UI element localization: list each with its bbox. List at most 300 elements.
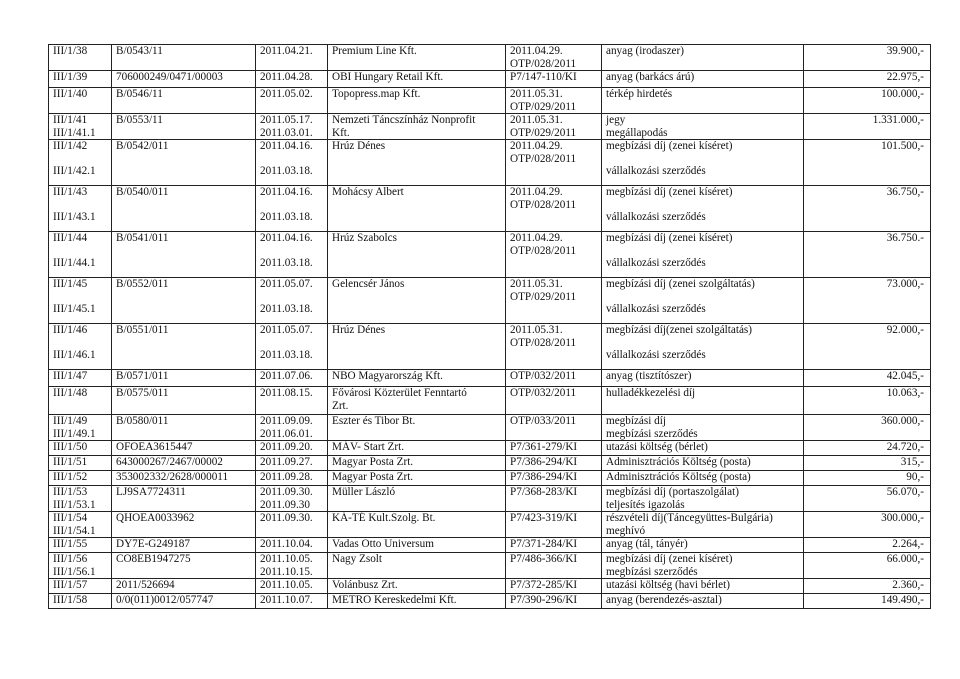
date-line: 2011.04.28. [260,71,313,83]
partner-line: Gelencsér János [332,278,405,290]
cell-partner [328,71,506,88]
amount-line: 2.264,- [892,538,924,550]
cell-partner [328,486,506,512]
cell-id [49,456,112,471]
date-line: 2011.03.18. [260,303,313,315]
table-row [49,387,931,415]
cell-id [49,232,112,278]
cell-partner [328,140,506,186]
cell-doc [112,232,256,278]
date2-line: 2011.05.31. [510,114,563,126]
id-line: III/1/43 [53,186,88,198]
id-line: III/1/54.1 [53,524,96,537]
cell-partner [328,387,506,415]
cell-date2 [506,370,602,387]
date-line: 2011.09.27. [260,456,313,468]
amount-line: 22.975,- [886,71,924,83]
date2-line: OTP/028/2011 [510,57,577,70]
cell-desc [602,186,804,232]
cell-doc [112,471,256,486]
amount-line: 1.331.000,- [872,114,924,126]
cell-date [256,278,328,324]
cell-date2 [506,324,602,370]
date-line: 2011.04.16. [260,186,313,198]
partner-line: Hrúz Dénes [332,140,386,152]
expense-ledger-table [48,44,931,609]
date-line [260,245,323,258]
date-line: 2011.05.17. [260,114,313,126]
date2-line: P7/486-366/KI [510,553,578,565]
id-line: III/1/56 [53,553,88,565]
table-row [49,88,931,114]
cell-amount [804,415,931,441]
partner-line: Hrúz Szabolcs [332,232,397,244]
desc-line [606,337,799,350]
desc-line: anyag (barkács árú) [606,71,695,83]
date2-line: 2011.05.31. [510,278,563,290]
date-line: 2011.04.21. [260,45,313,57]
date-line: 2011.03.18. [260,257,313,269]
cell-date [256,512,328,538]
id-line [53,199,107,212]
cell-desc [602,579,804,594]
cell-date2 [506,441,602,456]
cell-date [256,594,328,609]
ledger-body [49,45,931,609]
date-line: 2011.05.07. [260,324,313,336]
cell-desc [602,45,804,71]
cell-date2 [506,114,602,140]
cell-amount [804,553,931,579]
table-row [49,594,931,609]
cell-date2 [506,579,602,594]
cell-doc [112,114,256,140]
doc-line: B/0552/011 [116,278,169,290]
cell-date2 [506,512,602,538]
amount-line: 315,- [900,456,924,468]
cell-doc [112,553,256,579]
date2-line: OTP/029/2011 [510,126,577,139]
date2-line: OTP/029/2011 [510,290,577,303]
doc-line: 0/0(011)0012/057747 [116,594,214,606]
cell-date2 [506,387,602,415]
partner-line: Müller László [332,486,396,498]
id-line [53,291,107,304]
table-row [49,486,931,512]
date2-line: P7/147-110/KI [510,71,577,83]
partner-line: Topopress.map Kft. [332,88,421,100]
amount-line: 149.490,- [881,594,924,606]
desc-line: megbízási szerződés [606,565,698,578]
cell-amount [804,88,931,114]
amount-line: 39.900,- [886,45,924,57]
partner-line: Vadas Otto Universum [332,538,434,550]
cell-date2 [506,471,602,486]
partner-line: KÁ-TÉ Kult.Szolg. Bt. [332,512,436,524]
date-line: 2011.03.18. [260,211,313,223]
id-line: III/1/53 [53,486,88,498]
doc-line: B/0571/011 [116,370,169,382]
desc-line: vállalkozási szerződés [606,303,706,315]
table-row [49,324,931,370]
table-row [49,538,931,553]
cell-desc [602,370,804,387]
date-line: 2011.09.20. [260,441,313,453]
cell-id [49,441,112,456]
date2-line: 2011.04.29. [510,140,563,152]
cell-amount [804,594,931,609]
desc-line: részvételi díj(Táncegyüttes-Bulgária) [606,512,773,524]
cell-doc [112,370,256,387]
date-line: 2011.03.18. [260,165,313,177]
id-line: III/1/51 [53,456,88,468]
partner-line: Zrt. [332,399,349,412]
table-row [49,140,931,186]
amount-line: 300.000,- [881,512,924,524]
cell-date2 [506,553,602,579]
cell-date2 [506,45,602,71]
cell-date [256,471,328,486]
cell-date [256,232,328,278]
cell-doc [112,456,256,471]
date2-line: P7/372-285/KI [510,579,578,591]
table-row [49,415,931,441]
doc-line: DY7E-G249187 [116,538,190,550]
date-line: 2011.03.01. [260,126,313,139]
desc-line: anyag (tál, tányér) [606,538,688,550]
cell-id [49,486,112,512]
date2-line: P7/371-284/KI [510,538,578,550]
cell-date [256,324,328,370]
cell-date [256,553,328,579]
date2-line: P7/368-283/KI [510,486,578,498]
cell-date2 [506,594,602,609]
cell-amount [804,370,931,387]
date2-line: 2011.04.29. [510,45,563,57]
doc-line: 353002332/2628/000011 [116,471,229,483]
date-line: 2011.07.06. [260,370,313,382]
cell-partner [328,456,506,471]
desc-line: hulladékkezelési díj [606,387,696,399]
cell-doc [112,186,256,232]
doc-line: B/0541/011 [116,232,169,244]
cell-id [49,186,112,232]
id-line: III/1/55 [53,538,88,550]
doc-line: B/0546/11 [116,88,163,100]
date2-line: OTP/028/2011 [510,244,577,257]
partner-line: Eszter és Tibor Bt. [332,415,416,427]
id-line: III/1/58 [53,594,88,606]
cell-id [49,45,112,71]
desc-line: meghívó [606,524,646,537]
amount-line: 36.750,- [886,186,924,198]
desc-line [606,199,799,212]
id-line: III/1/56.1 [53,565,96,578]
desc-line: megbízási díj (zenei kíséret) [606,140,733,152]
amount-line: 36.750.- [886,232,924,244]
cell-id [49,370,112,387]
table-row [49,512,931,538]
id-line: III/1/54 [53,512,88,524]
amount-line: 101.500,- [881,140,924,152]
desc-line: megbízási szerződés [606,427,698,440]
cell-amount [804,486,931,512]
date-line: 2011.10.04. [260,538,313,550]
cell-date2 [506,278,602,324]
date2-line: P7/390-296/KI [510,594,578,606]
cell-doc [112,538,256,553]
cell-amount [804,579,931,594]
cell-date [256,71,328,88]
cell-date2 [506,486,602,512]
date-line: 2011.09.28. [260,471,313,483]
cell-desc [602,486,804,512]
date-line: 2011.08.15. [260,387,313,399]
cell-amount [804,278,931,324]
date2-line: 2011.05.31. [510,88,563,100]
doc-line: B/0580/011 [116,415,169,427]
cell-doc [112,512,256,538]
id-line: III/1/44 [53,232,88,244]
doc-line: B/0543/11 [116,45,163,57]
table-row [49,456,931,471]
partner-line: Nagy Zsolt [332,553,383,565]
cell-partner [328,370,506,387]
date2-line: OTP/033/2011 [510,415,577,427]
date2-line: OTP/028/2011 [510,152,577,165]
id-line: III/1/50 [53,441,88,453]
id-line [53,337,107,350]
cell-amount [804,45,931,71]
table-row [49,553,931,579]
cell-date2 [506,71,602,88]
date-line: 2011.03.18. [260,349,313,361]
desc-line: anyag (berendezés-asztal) [606,594,722,606]
cell-desc [602,71,804,88]
cell-desc [602,512,804,538]
table-row [49,278,931,324]
cell-id [49,114,112,140]
date2-line: OTP/032/2011 [510,387,577,399]
cell-date [256,88,328,114]
cell-doc [112,594,256,609]
cell-date2 [506,88,602,114]
cell-id [49,324,112,370]
table-row [49,471,931,486]
cell-desc [602,594,804,609]
cell-partner [328,538,506,553]
cell-desc [602,387,804,415]
table-row [49,232,931,278]
partner-line: OBI Hungary Retail Kft. [332,71,444,83]
date2-line: OTP/028/2011 [510,336,577,349]
cell-date [256,441,328,456]
doc-line: 2011/526694 [116,579,175,591]
date2-line: OTP/032/2011 [510,370,577,382]
cell-partner [328,471,506,486]
cell-partner [328,45,506,71]
amount-line: 2.360,- [892,579,924,591]
id-line [53,245,107,258]
cell-id [49,140,112,186]
doc-line: 706000249/0471/00003 [116,71,223,83]
desc-line: utazási költség (havi bérlet) [606,579,730,591]
cell-desc [602,538,804,553]
date-line: 2011.10.05. [260,579,313,591]
cell-date [256,486,328,512]
cell-date [256,140,328,186]
cell-amount [804,324,931,370]
cell-partner [328,512,506,538]
cell-id [49,71,112,88]
id-line: III/1/46 [53,324,88,336]
cell-doc [112,486,256,512]
date2-line: P7/386-294/KI [510,456,578,468]
cell-id [49,579,112,594]
cell-id [49,387,112,415]
desc-line: térkép hirdetés [606,88,673,100]
id-line: III/1/57 [53,579,88,591]
partner-line: METRO Kereskedelmi Kft. [332,594,457,606]
date2-line: P7/386-294/KI [510,471,578,483]
cell-desc [602,441,804,456]
cell-desc [602,88,804,114]
date2-line: P7/423-319/KI [510,512,578,524]
desc-line [606,245,799,258]
cell-partner [328,114,506,140]
cell-date [256,114,328,140]
cell-amount [804,512,931,538]
amount-line: 360.000,- [881,415,924,427]
date-line: 2011.09.30 [260,498,310,511]
cell-date [256,370,328,387]
id-line: III/1/45.1 [53,303,96,315]
partner-line: Hrúz Dénes [332,324,386,336]
cell-desc [602,471,804,486]
partner-line: Volánbusz Zrt. [332,579,398,591]
cell-partner [328,579,506,594]
cell-desc [602,140,804,186]
cell-id [49,538,112,553]
desc-line [606,153,799,166]
id-line: III/1/42 [53,140,88,152]
cell-amount [804,114,931,140]
doc-line: OFOEA3615447 [116,441,193,453]
cell-desc [602,324,804,370]
doc-line: 643000267/2467/00002 [116,456,223,468]
id-line: III/1/49.1 [53,427,96,440]
id-line: III/1/46.1 [53,349,96,361]
cell-id [49,88,112,114]
desc-line: megbízási díj (portaszolgálat) [606,486,739,498]
cell-doc [112,278,256,324]
date-line: 2011.04.16. [260,140,313,152]
cell-date [256,45,328,71]
date-line [260,291,323,304]
doc-line: B/0542/011 [116,140,169,152]
id-line: III/1/39 [53,71,88,83]
desc-line: megbízási díj(zenei szolgáltatás) [606,324,753,336]
cell-id [49,278,112,324]
table-row [49,579,931,594]
desc-line: anyag (irodaszer) [606,45,684,57]
doc-line: LJ9SA7724311 [116,486,186,498]
id-line: III/1/48 [53,387,88,399]
date-line: 2011.10.05. [260,553,313,565]
doc-line: B/0551/011 [116,324,169,336]
doc-line: B/0540/011 [116,186,169,198]
desc-line [606,291,799,304]
cell-doc [112,45,256,71]
id-line: III/1/43.1 [53,211,96,223]
date2-line: 2011.04.29. [510,186,563,198]
date-line: 2011.06.01. [260,427,313,440]
cell-date2 [506,538,602,553]
desc-line: megállapodás [606,126,668,139]
id-line: III/1/52 [53,471,88,483]
date-line: 2011.09.09. [260,415,313,427]
cell-date [256,538,328,553]
cell-doc [112,140,256,186]
desc-line: megbízási díj [606,415,666,427]
cell-id [49,594,112,609]
id-line: III/1/49 [53,415,88,427]
id-line: III/1/53.1 [53,498,96,511]
cell-date [256,415,328,441]
desc-line: megbízási díj (zenei kíséret) [606,186,733,198]
id-line: III/1/42.1 [53,165,96,177]
id-line [53,153,107,166]
id-line: III/1/45 [53,278,88,290]
partner-line: MÁV- Start Zrt. [332,441,404,453]
cell-partner [328,415,506,441]
cell-partner [328,324,506,370]
cell-doc [112,441,256,456]
date-line [260,153,323,166]
desc-line: jegy [606,114,626,126]
desc-line: vállalkozási szerződés [606,257,706,269]
cell-doc [112,88,256,114]
id-line: III/1/41 [53,114,88,126]
doc-line: QHOEA0033962 [116,512,195,524]
cell-doc [112,71,256,88]
cell-amount [804,232,931,278]
cell-id [49,512,112,538]
amount-line: 42.045,- [886,370,924,382]
cell-desc [602,415,804,441]
cell-amount [804,456,931,471]
table-row [49,71,931,88]
cell-date2 [506,140,602,186]
desc-line: Adminisztrációs Költség (posta) [606,471,751,483]
desc-line: teljesítés igazolás [606,498,685,511]
cell-doc [112,387,256,415]
cell-date [256,579,328,594]
partner-line: Magyar Posta Zrt. [332,471,414,483]
cell-date [256,186,328,232]
partner-line: Premium Line Kft. [332,45,417,57]
id-line: III/1/38 [53,45,88,57]
desc-line: utazási költség (bérlet) [606,441,708,453]
id-line: III/1/44.1 [53,257,96,269]
cell-partner [328,186,506,232]
cell-id [49,471,112,486]
cell-amount [804,387,931,415]
cell-id [49,415,112,441]
amount-line: 90,- [906,471,924,483]
date-line: 2011.05.07. [260,278,313,290]
cell-amount [804,538,931,553]
